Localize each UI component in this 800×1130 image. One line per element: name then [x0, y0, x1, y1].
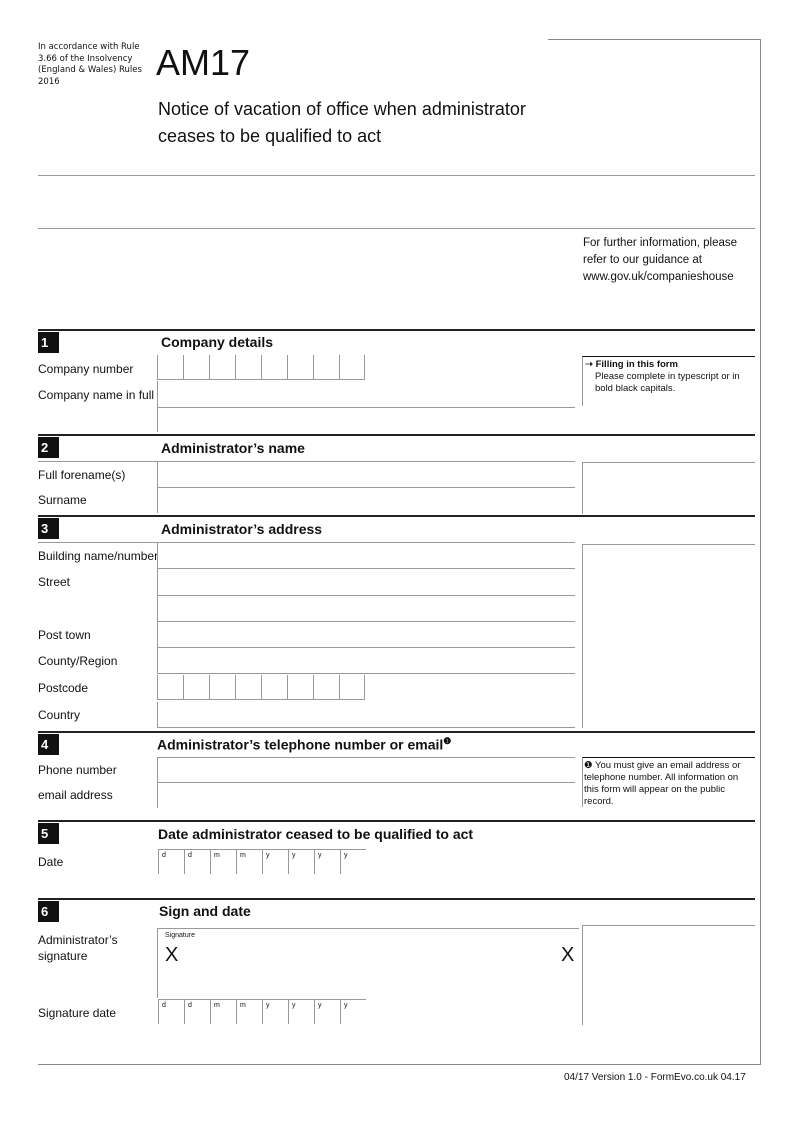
note-marker-icon: ❶ [584, 760, 593, 771]
page-frame-right [760, 39, 761, 1064]
char-box[interactable] [313, 675, 339, 700]
surname-label: Surname [38, 493, 87, 507]
country-label: Country [38, 708, 81, 722]
date-cell[interactable]: d [158, 999, 184, 1024]
date-cell[interactable]: y [288, 849, 314, 874]
signature-date-label: Signature date [38, 1006, 117, 1020]
note-marker-icon: ❶ [443, 736, 452, 746]
company-name-input-2[interactable] [157, 408, 575, 432]
sign-here-x-icon: X [561, 944, 575, 966]
section-rule [38, 820, 755, 822]
char-box[interactable] [209, 355, 235, 380]
signature-area[interactable] [157, 928, 579, 998]
email-input[interactable] [157, 783, 575, 808]
company-number-label: Company number [38, 362, 134, 376]
phone-label: Phone number [38, 763, 117, 777]
date-cell[interactable]: m [236, 849, 262, 874]
char-box[interactable] [313, 355, 339, 380]
postcode-label: Postcode [38, 681, 89, 695]
form-title-line2: ceases to be qualified to act [158, 126, 382, 146]
forename-input[interactable] [157, 461, 575, 488]
footer-version: 04/17 Version 1.0 - FormEvo.co.uk 04.17 [564, 1072, 746, 1083]
divider [38, 228, 755, 229]
post-town-input[interactable] [157, 622, 575, 648]
date-cell[interactable]: y [314, 849, 340, 874]
arrow-icon: ➝ [585, 359, 596, 370]
bottom-rule [38, 1064, 761, 1065]
company-number-input[interactable] [157, 355, 365, 380]
forename-label: Full forename(s) [38, 468, 126, 482]
section-rule [38, 731, 755, 733]
section-rule [38, 898, 755, 900]
section-number: 5 [38, 823, 59, 844]
date-cell[interactable]: m [210, 999, 236, 1024]
building-label: Building name/number [38, 549, 159, 563]
section-title: Administrator’s name [161, 440, 305, 456]
char-box[interactable] [261, 355, 287, 380]
email-label: email address [38, 788, 113, 802]
date-cell[interactable]: d [184, 849, 210, 874]
char-box[interactable] [287, 355, 313, 380]
section-number: 6 [38, 901, 59, 922]
section-rule [38, 515, 755, 517]
sign-here-x-icon: X [165, 944, 179, 966]
date-cell[interactable]: y [340, 849, 366, 874]
date-cell[interactable]: y [314, 999, 340, 1024]
date-cell[interactable]: y [262, 999, 288, 1024]
side-box [582, 462, 755, 514]
country-input[interactable] [157, 702, 575, 728]
date-cell[interactable]: d [158, 849, 184, 874]
note-body: Please complete in typescript or in bold black capitals. [595, 371, 740, 394]
side-box [582, 925, 755, 1025]
street-input-1[interactable] [157, 569, 575, 596]
section-title: Company details [161, 334, 274, 350]
rule-note: In accordance with Rule 3.66 of the Insolvency (England & Wales) Rules 2016 [38, 42, 142, 87]
char-box[interactable] [235, 675, 261, 700]
section-number: 2 [38, 437, 59, 458]
surname-input[interactable] [157, 488, 575, 513]
street-input-2[interactable] [157, 596, 575, 622]
date-label: Date [38, 855, 64, 869]
section-number: 1 [38, 332, 59, 353]
postcode-input[interactable] [157, 675, 365, 700]
char-box[interactable] [235, 355, 261, 380]
char-box[interactable] [261, 675, 287, 700]
section-rule [38, 434, 755, 436]
side-box [582, 544, 755, 728]
company-name-input-1[interactable] [157, 381, 575, 408]
char-box[interactable] [339, 355, 365, 380]
section-title: Administrator’s address [161, 521, 323, 537]
char-box[interactable] [183, 675, 209, 700]
further-info: For further information, please refer to our guidance at www.gov.uk/companieshouse [583, 237, 738, 283]
filling-note [585, 359, 753, 395]
form-code: AM17 [156, 42, 251, 83]
section-number: 4 [38, 734, 59, 755]
date-cell[interactable]: y [288, 999, 314, 1024]
phone-input[interactable] [157, 757, 575, 783]
date-cell[interactable]: m [236, 999, 262, 1024]
signature-date-input[interactable] [158, 999, 366, 1024]
section-number: 3 [38, 518, 59, 539]
date-cell[interactable]: m [210, 849, 236, 874]
section-title: Date administrator ceased to be qualified to act [158, 826, 474, 842]
section-title: Sign and date [159, 903, 251, 919]
date-cell[interactable]: y [262, 849, 288, 874]
company-name-label: Company name in full [38, 388, 155, 402]
building-input[interactable] [157, 542, 575, 569]
form-title-line1: Notice of vacation of office when administrator [158, 99, 526, 119]
char-box[interactable] [157, 355, 183, 380]
divider [38, 175, 755, 176]
note-body: You must give an email address or telephone number. All information on this form will appear on the public record. [584, 760, 741, 807]
county-input[interactable] [157, 648, 575, 674]
date-cell[interactable]: d [184, 999, 210, 1024]
form-title [158, 96, 578, 150]
street-label: Street [38, 575, 71, 589]
char-box[interactable] [209, 675, 235, 700]
page-frame-top [548, 39, 761, 40]
county-label: County/Region [38, 654, 118, 668]
section-rule [38, 329, 755, 331]
signature-caption: Signature [165, 932, 195, 939]
note-title: ➝ Filling in this form [585, 359, 678, 370]
char-box[interactable] [157, 675, 183, 700]
date-cell[interactable]: y [340, 999, 366, 1024]
post-town-label: Post town [38, 628, 91, 642]
char-box[interactable] [339, 675, 365, 700]
date-input[interactable] [158, 849, 366, 874]
signature-label: Administrator’s signature [38, 933, 118, 963]
contact-note [584, 760, 754, 808]
section-title: Administrator’s telephone number or email$^❶$ [157, 736, 452, 753]
char-box[interactable] [287, 675, 313, 700]
char-box[interactable] [183, 355, 209, 380]
